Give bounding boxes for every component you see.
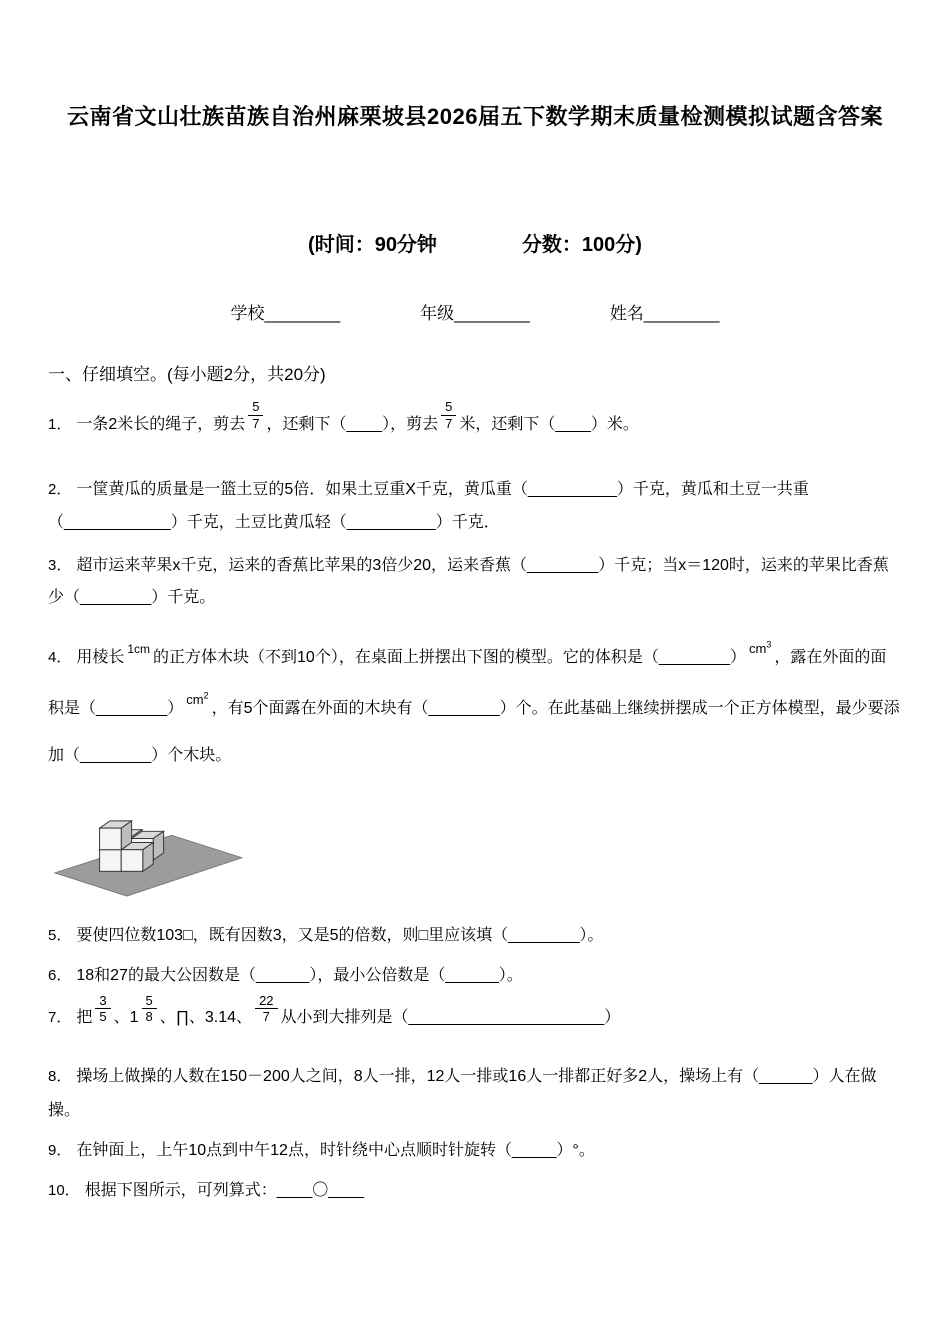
fields-line bbox=[48, 299, 902, 324]
question-number: 3． bbox=[48, 556, 72, 574]
name-field: 姓名________ bbox=[609, 303, 720, 323]
question-2 bbox=[48, 473, 902, 540]
section-1-heading: 一、仔细填空。(每小题2分，共20分) bbox=[48, 364, 326, 384]
grade-field: 年级________ bbox=[420, 303, 530, 323]
question-1 bbox=[48, 399, 902, 443]
school-field: 学校________ bbox=[230, 303, 341, 323]
question-number: 1． bbox=[48, 415, 72, 433]
fraction: $\frac{3}{5}$ bbox=[95, 994, 110, 1024]
fraction: $\frac{22}{7}$ bbox=[255, 994, 277, 1024]
question-9 bbox=[48, 1133, 902, 1169]
question-number: 9． bbox=[48, 1142, 72, 1160]
question-5 bbox=[48, 918, 902, 954]
question-text: 在钟面上，上午10点到中午12点，时针绕中心点顺时针旋转（_____）°。 bbox=[76, 1142, 595, 1160]
time-label: (时间：90分钟 bbox=[308, 233, 437, 256]
question-text: 根据下图所示，可列算式：____〇____ bbox=[84, 1182, 364, 1200]
question-number: 4． bbox=[48, 648, 72, 666]
exam-title: 云南省文山壮族苗族自治州麻栗坡县2026届五下数学期末质量检测模拟试题含答案 bbox=[67, 104, 883, 129]
question-number: 6． bbox=[48, 967, 72, 985]
question-text: 超市运来苹果x千克，运来的香蕉比苹果的3倍少20，运来香蕉（________）千克；当x＝120时，运来的苹果比香蕉少（________）千克。 bbox=[48, 556, 889, 606]
unit-with-superscript: cm2 bbox=[186, 690, 209, 708]
raised-unit-text: 1cm bbox=[127, 641, 151, 656]
question-number: 2． bbox=[48, 480, 72, 498]
question-7 bbox=[48, 992, 902, 1036]
score-label: 分数：100分) bbox=[521, 233, 642, 256]
question-text: 把 $\frac{3}{5}$ 、1 $\frac{5}{8}$ 、∏、3.14、 $\frac{22}{7}$ 从小到大排列是（______________________） bbox=[76, 992, 621, 1027]
question-4 bbox=[48, 630, 902, 779]
meta-line bbox=[48, 228, 902, 257]
fraction: $\frac{5}{8}$ bbox=[142, 994, 157, 1024]
question-10 bbox=[48, 1173, 902, 1209]
question-number: 7． bbox=[48, 1009, 72, 1027]
question-number: 5． bbox=[48, 927, 72, 945]
question-text: 要使四位数103□，既有因数3，又是5的倍数，则□里应该填（________）。 bbox=[76, 927, 604, 945]
question-3 bbox=[48, 550, 902, 614]
fraction: $\frac{5}{7}$ bbox=[441, 400, 456, 430]
cubes-figure-svg bbox=[50, 789, 250, 904]
cubes-figure bbox=[50, 789, 902, 904]
question-text: 一筐黄瓜的质量是一篮土豆的5倍．如果土豆重X千克，黄瓜重（__________）千克，黄瓜和土豆一共重（____________）千克，土豆比黄瓜轻（__________）千克． bbox=[48, 480, 809, 532]
question-text: 用棱长 $^{1cm}$ 的正方体木块（不到10个），在桌面上拼摆出下图的模型。它的体积是（________）$^{cm^3}$，露在外面的面积是（________）$^{cm^2}$，有5个面露在外面的木块有（________）个。在此基础上继续拼摆成一个正方体模型，最少要添加（________）个木块。 bbox=[48, 639, 900, 764]
question-number: 10． bbox=[48, 1182, 80, 1200]
fraction: $\frac{5}{7}$ bbox=[248, 400, 263, 430]
question-6 bbox=[48, 958, 902, 994]
question-number: 8． bbox=[48, 1068, 72, 1086]
unit-with-superscript: cm3 bbox=[749, 639, 772, 656]
question-text: 18和27的最大公因数是（______），最小公倍数是（______）。 bbox=[76, 967, 523, 985]
question-text: 一条2米长的绳子，剪去 $\frac{5}{7}$ ，还剩下（____），剪去 $\frac{5}{7}$ 米，还剩下（____）米。 bbox=[76, 399, 639, 433]
question-text: 操场上做操的人数在150－200人之间，8人一排，12人一排或16人一排都正好多2人，操场上有（______）人在做操。 bbox=[48, 1068, 877, 1119]
question-8 bbox=[48, 1060, 902, 1127]
